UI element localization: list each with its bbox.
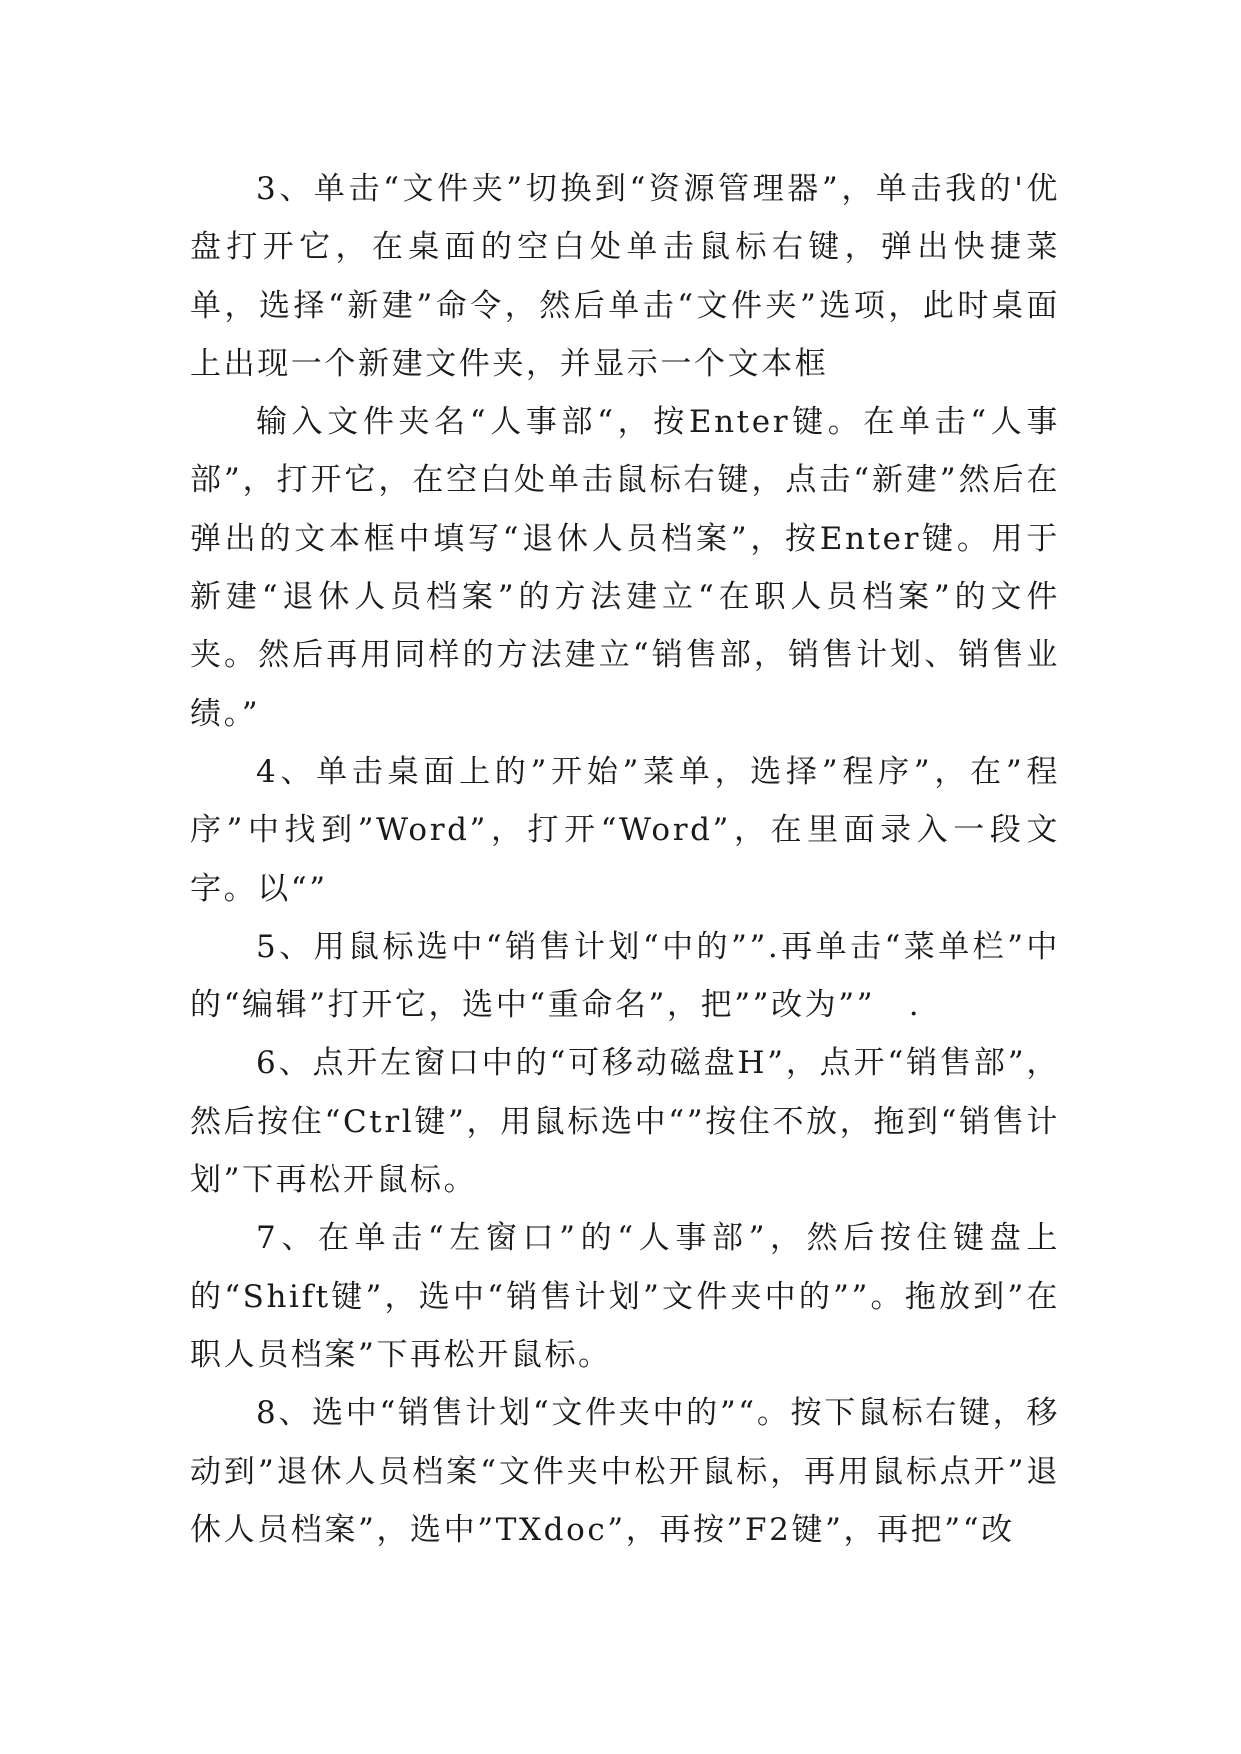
paragraph-step-3: 3、单击“文件夹”切换到“资源管理器”，单击我的'优盘打开它，在桌面的空白处单击鼠标右键，弹出快捷菜单，选择“新建”命令，然后单击“文件夹”选项，此时桌面上出现一个新建文件夹，并显示一个文本框 (190, 171, 1060, 382)
paragraph-folder-input: 输入文件夹名“人事部“，按Enter键。在单击“人事部”，打开它，在空白处单击鼠标右键，点击“新建”然后在弹出的文本框中填写“退休人员档案”，按Enter键。用于新建“退休人员档案”的方法建立“在职人员档案”的文件夹。然后再用同样的方法建立“销售部，销售计划、销售业绩。” (190, 404, 1060, 732)
paragraph-step-7: 7、在单击“左窗口”的“人事部”，然后按住键盘上的“Shift键”，选中“销售计划”文件夹中的””。拖放到”在职人员档案”下再松开鼠标。 (190, 1220, 1060, 1373)
paragraph-step-6: 6、点开左窗口中的“可移动磁盘H”，点开“销售部”，然后按住“Ctrl键”，用鼠标选中“”按住不放，拖到“销售计划”下再松开鼠标。 (190, 1045, 1060, 1199)
document-body (190, 160, 1060, 1559)
paragraph-step-4: 4、单击桌面上的”开始”菜单，选择”程序”，在”程序”中找到”Word”，打开“Word”，在里面录入一段文字。以“” (190, 753, 1060, 907)
paragraph-step-5: 5、用鼠标选中“销售计划“中的””.再单击“菜单栏”中的“编辑”打开它，选中“重命名”，把””改为”” . (190, 928, 1060, 1024)
paragraph-step-8: 8、选中“销售计划“文件夹中的”“。按下鼠标右键，移动到”退休人员档案“文件夹中松开鼠标，再用鼠标点开”退休人员档案”，选中”TXdoc”，再按”F2键”，再把”“改 (190, 1395, 1060, 1548)
